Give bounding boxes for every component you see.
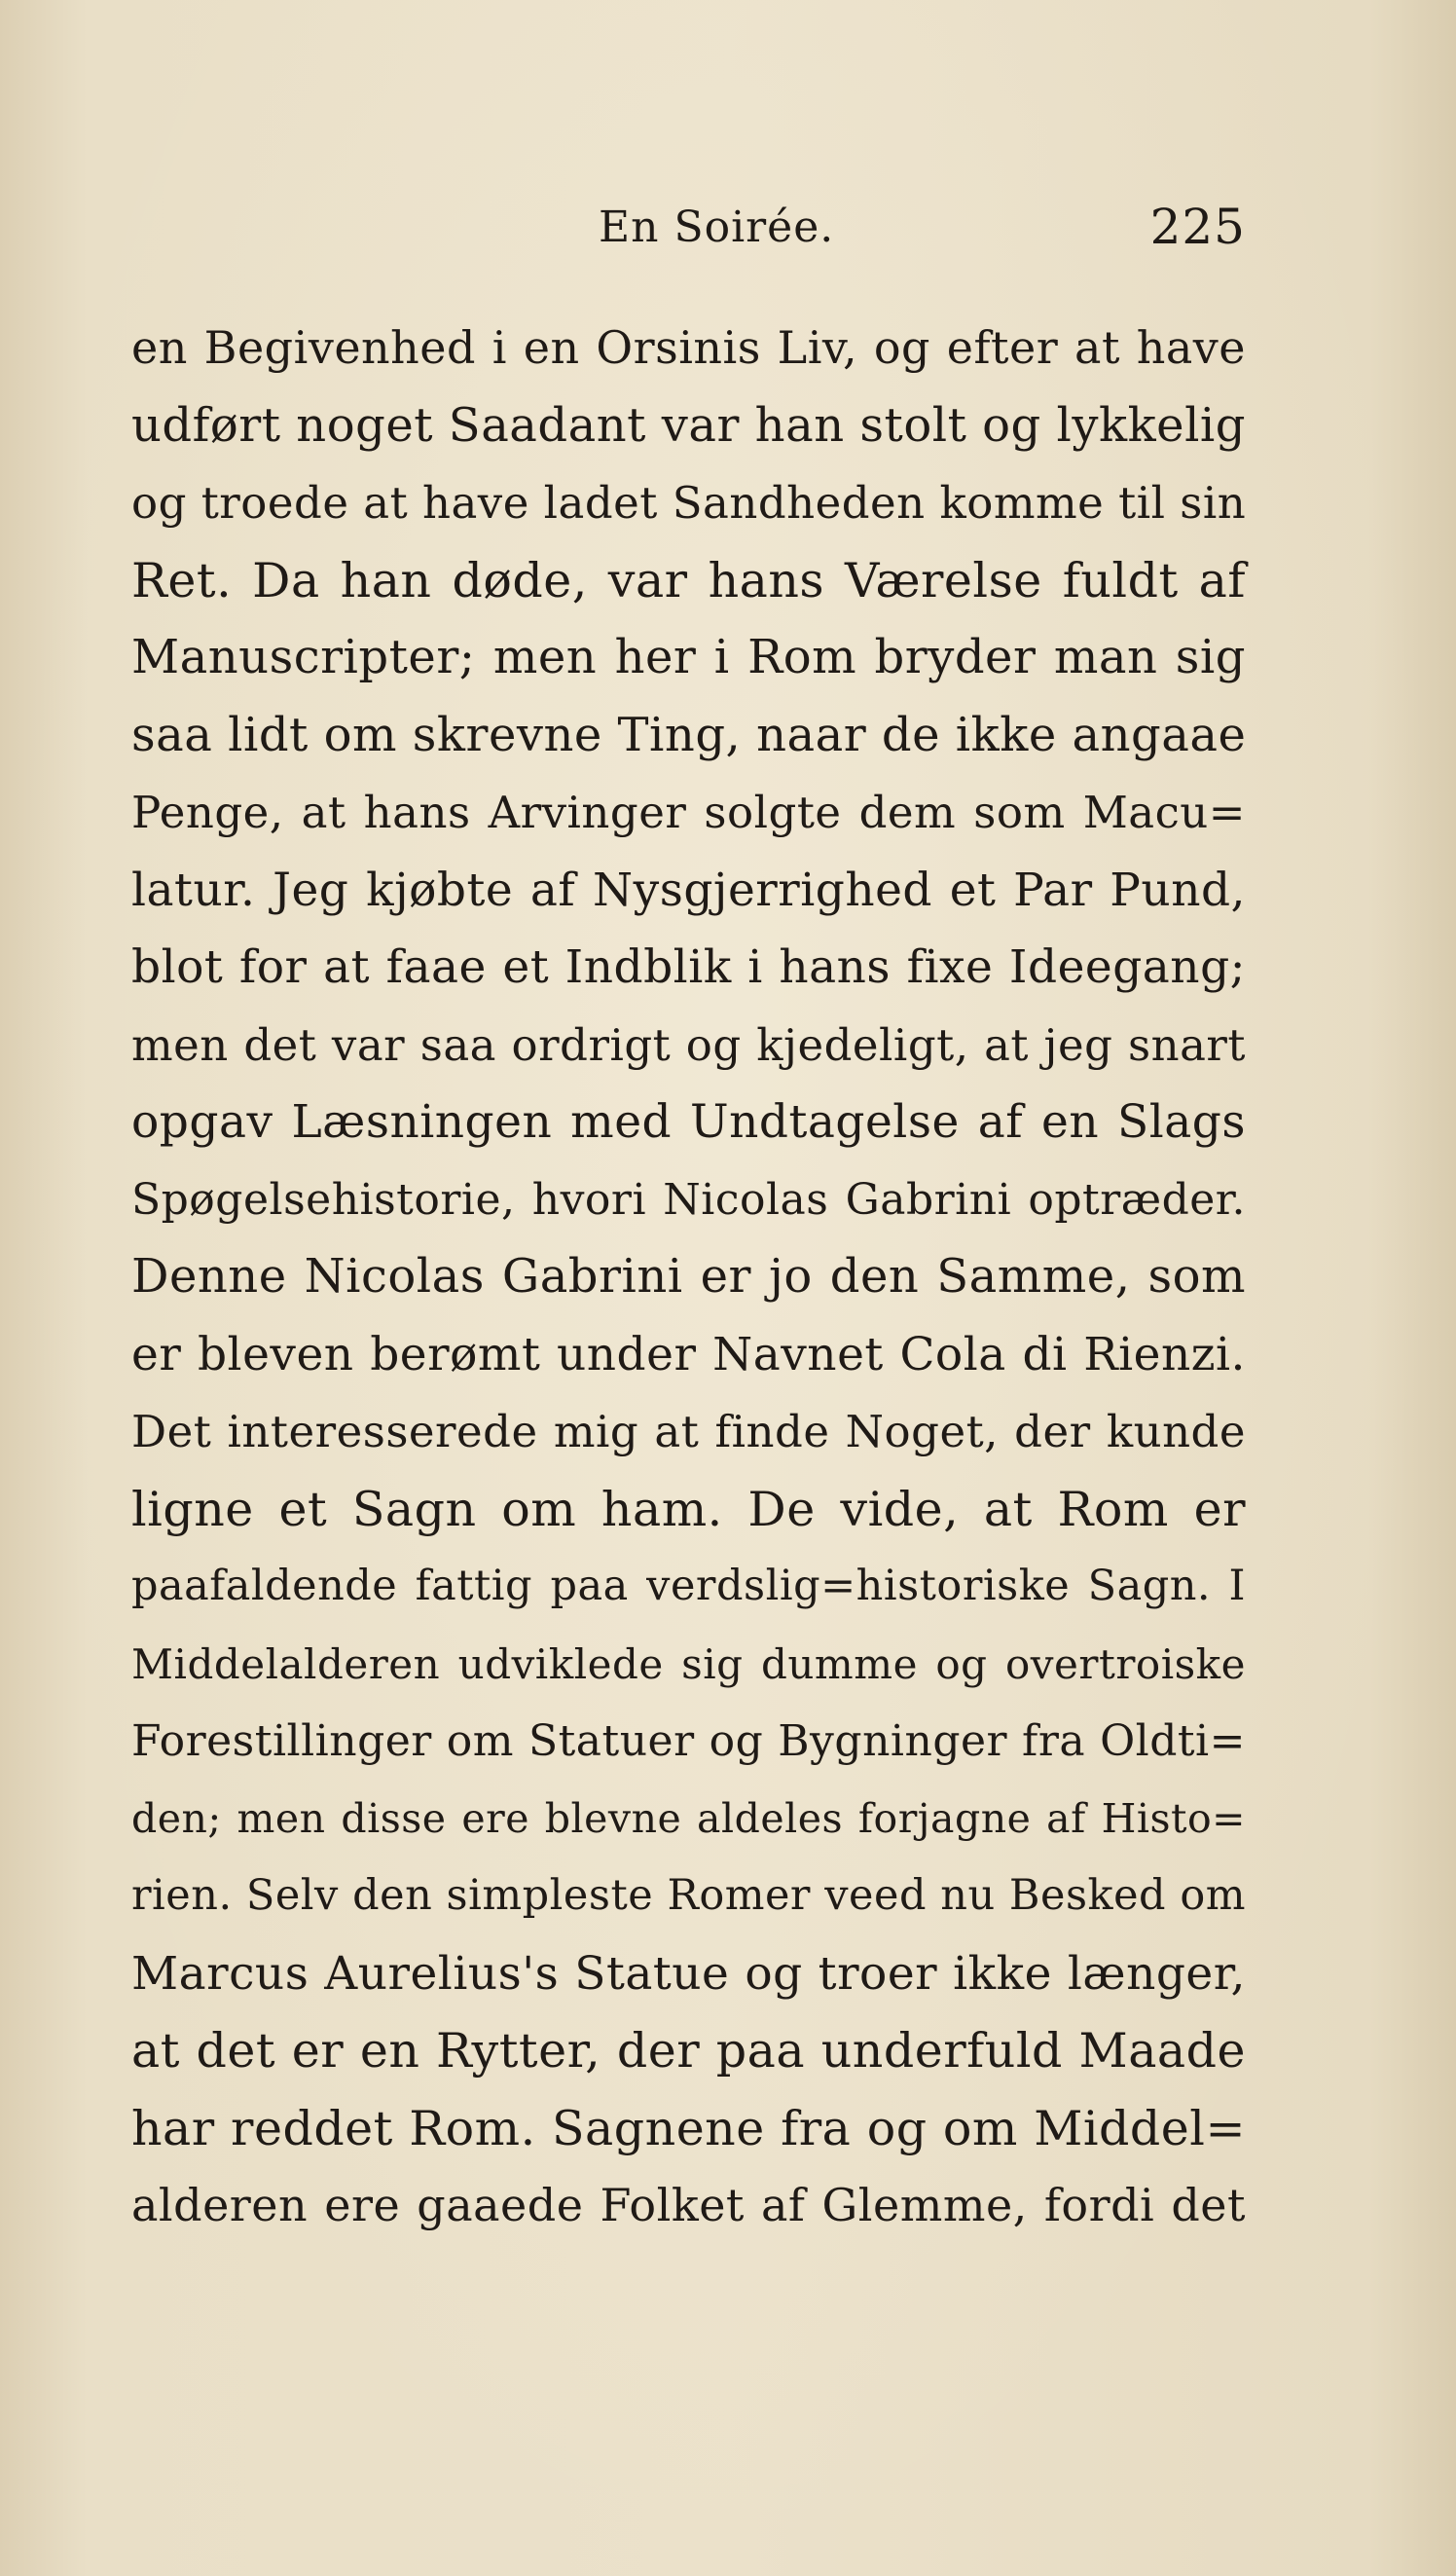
text-line: og troede at have ladet Sandheden komme til sin xyxy=(131,477,1247,529)
text-line: opgav Læsningen med Undtagelse af en Slags xyxy=(131,1095,1246,1149)
text-line: at det er en Rytter, der paa underfuld Maade xyxy=(131,2023,1246,2079)
text-line: en Begivenhed i en Orsinis Liv, og efter at have xyxy=(131,321,1246,374)
text-line: paafaldende fattig paa verdslig=historiske Sagn. I xyxy=(131,1562,1246,1610)
text-line: Penge, at hans Arvinger solgte dem som Macu= xyxy=(131,787,1246,838)
body-text xyxy=(131,310,1246,2245)
text-line: Det interesserede mig at finde Noget, der kunde xyxy=(131,1406,1246,1457)
running-title: En Soirée. xyxy=(599,202,835,252)
text-line: saa lidt om skrevne Ting, naar de ikke angaae xyxy=(131,707,1247,762)
text-line: ligne et Sagn om ham. De vide, at Rom er xyxy=(131,1481,1246,1537)
text-line: Middelalderen udviklede sig dumme og overtroiske xyxy=(131,1639,1246,1688)
text-line: alderen ere gaaede Folket af Glemme, fordi det xyxy=(131,2179,1246,2231)
text-line: Spøgelsehistorie, hvori Nicolas Gabrini optræder. xyxy=(131,1174,1246,1225)
text-line: den; men disse ere blevne aldeles forjagne af Histo= xyxy=(131,1794,1246,1842)
text-line: Ret. Da han døde, var hans Værelse fuldt af xyxy=(131,552,1246,608)
text-line: udført noget Saadant var han stolt og lykkelig xyxy=(131,397,1246,453)
text-line: latur. Jeg kjøbte af Nysgjerrighed et Par Pund, xyxy=(131,863,1246,917)
text-line: Marcus Aurelius's Statue og troer ikke længer, xyxy=(131,1946,1246,2001)
text-line: men det var saa ordrigt og kjedeligt, at jeg snart xyxy=(131,1018,1246,1071)
text-line: er bleven berømt under Navnet Cola di Rienzi. xyxy=(131,1327,1246,1381)
text-line: blot for at faae et Indblik i hans fixe Ideegang; xyxy=(131,940,1246,994)
text-line: har reddet Rom. Sagnene fra og om Middel= xyxy=(131,2100,1246,2156)
text-line: Manuscripter; men her i Rom bryder man sig xyxy=(131,630,1246,684)
page-number: 225 xyxy=(1149,199,1246,255)
text-line: rien. Selv den simpleste Romer veed nu Besked om xyxy=(131,1871,1246,1920)
text-line: Denne Nicolas Gabrini er jo den Samme, som xyxy=(131,1249,1246,1304)
text-line: Forestillinger om Statuer og Bygninger fra Oldti= xyxy=(131,1716,1246,1766)
page-header xyxy=(131,193,1246,261)
